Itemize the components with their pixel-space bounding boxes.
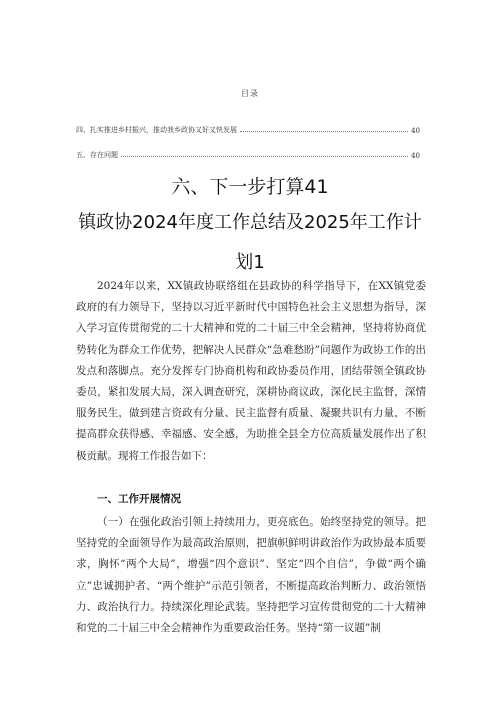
section1-paragraph-text: （一）在强化政治引领上持续用力，更亮底色。始终坚持党的领导。把坚持党的全面领导作为最高政治原则，把旗帜鲜明讲政治作为政协最本质要求，胸怀“两个大局”，增强“四个意识”、坚定“四个自信”，争做“两个确立”忠诚拥护者、“两个维护”示范引领者，不断提高政治判断力、政治领悟力、政治执行力。持续深化理论武装。坚持把学习宣传贯彻党的二十大精神和党的二十届三中全会精神作为重要政治任务。坚持“第一议题”制 [76, 516, 426, 635]
toc-entry-page: 40 [411, 152, 420, 160]
toc-entry-label: 五、存在问题 [76, 151, 118, 159]
toc-entry-page: 40 [411, 127, 420, 135]
toc-entry-label: 四、扎实推进乡村振兴，推动我乡政协又好又快发展 [76, 126, 237, 134]
toc-title: 目录 [241, 89, 259, 98]
section-heading: 一、工作开展情况 [97, 493, 181, 505]
toc-dot-leader [240, 130, 408, 132]
document-title-line2: 划1 [235, 252, 265, 273]
toc-entry[interactable] [76, 148, 420, 160]
section1-paragraph [76, 512, 426, 639]
toc-entry[interactable] [76, 123, 420, 135]
document-title-line1: 镇政协2024年度工作总结及2025年工作计 [78, 212, 422, 233]
intro-paragraph-text: 2024年以来，XX镇政协联络组在县政协的科学指导下，在XX镇党委政府的有力领导下，坚持以习近平新时代中国特色社会主义思想为指导，深入学习宣传贯彻党的二十大精神和党的二十届三中全会精神，坚持将协商优势转化为群众工作优势，把解决人民群众“急难愁盼”问题作为政协工作的出发点和落脚点。充分发挥专门协商机构和政协委员作用，团结带领全镇政协委员，紧扣发展大局，深入调查研究，深耕协商议政，深化民主监督，深情服务民生，做到建言资政有分量、民主监督有质量、凝聚共识有力量，不断提高群众获得感、幸福感、安全感，为助推全县全方位高质量发展作出了积极贡献。现将工作报告如下： [76, 280, 426, 462]
toc-dot-leader [121, 155, 408, 157]
intro-paragraph [76, 276, 426, 467]
next-steps-heading: 六、下一步打算41 [171, 176, 329, 198]
